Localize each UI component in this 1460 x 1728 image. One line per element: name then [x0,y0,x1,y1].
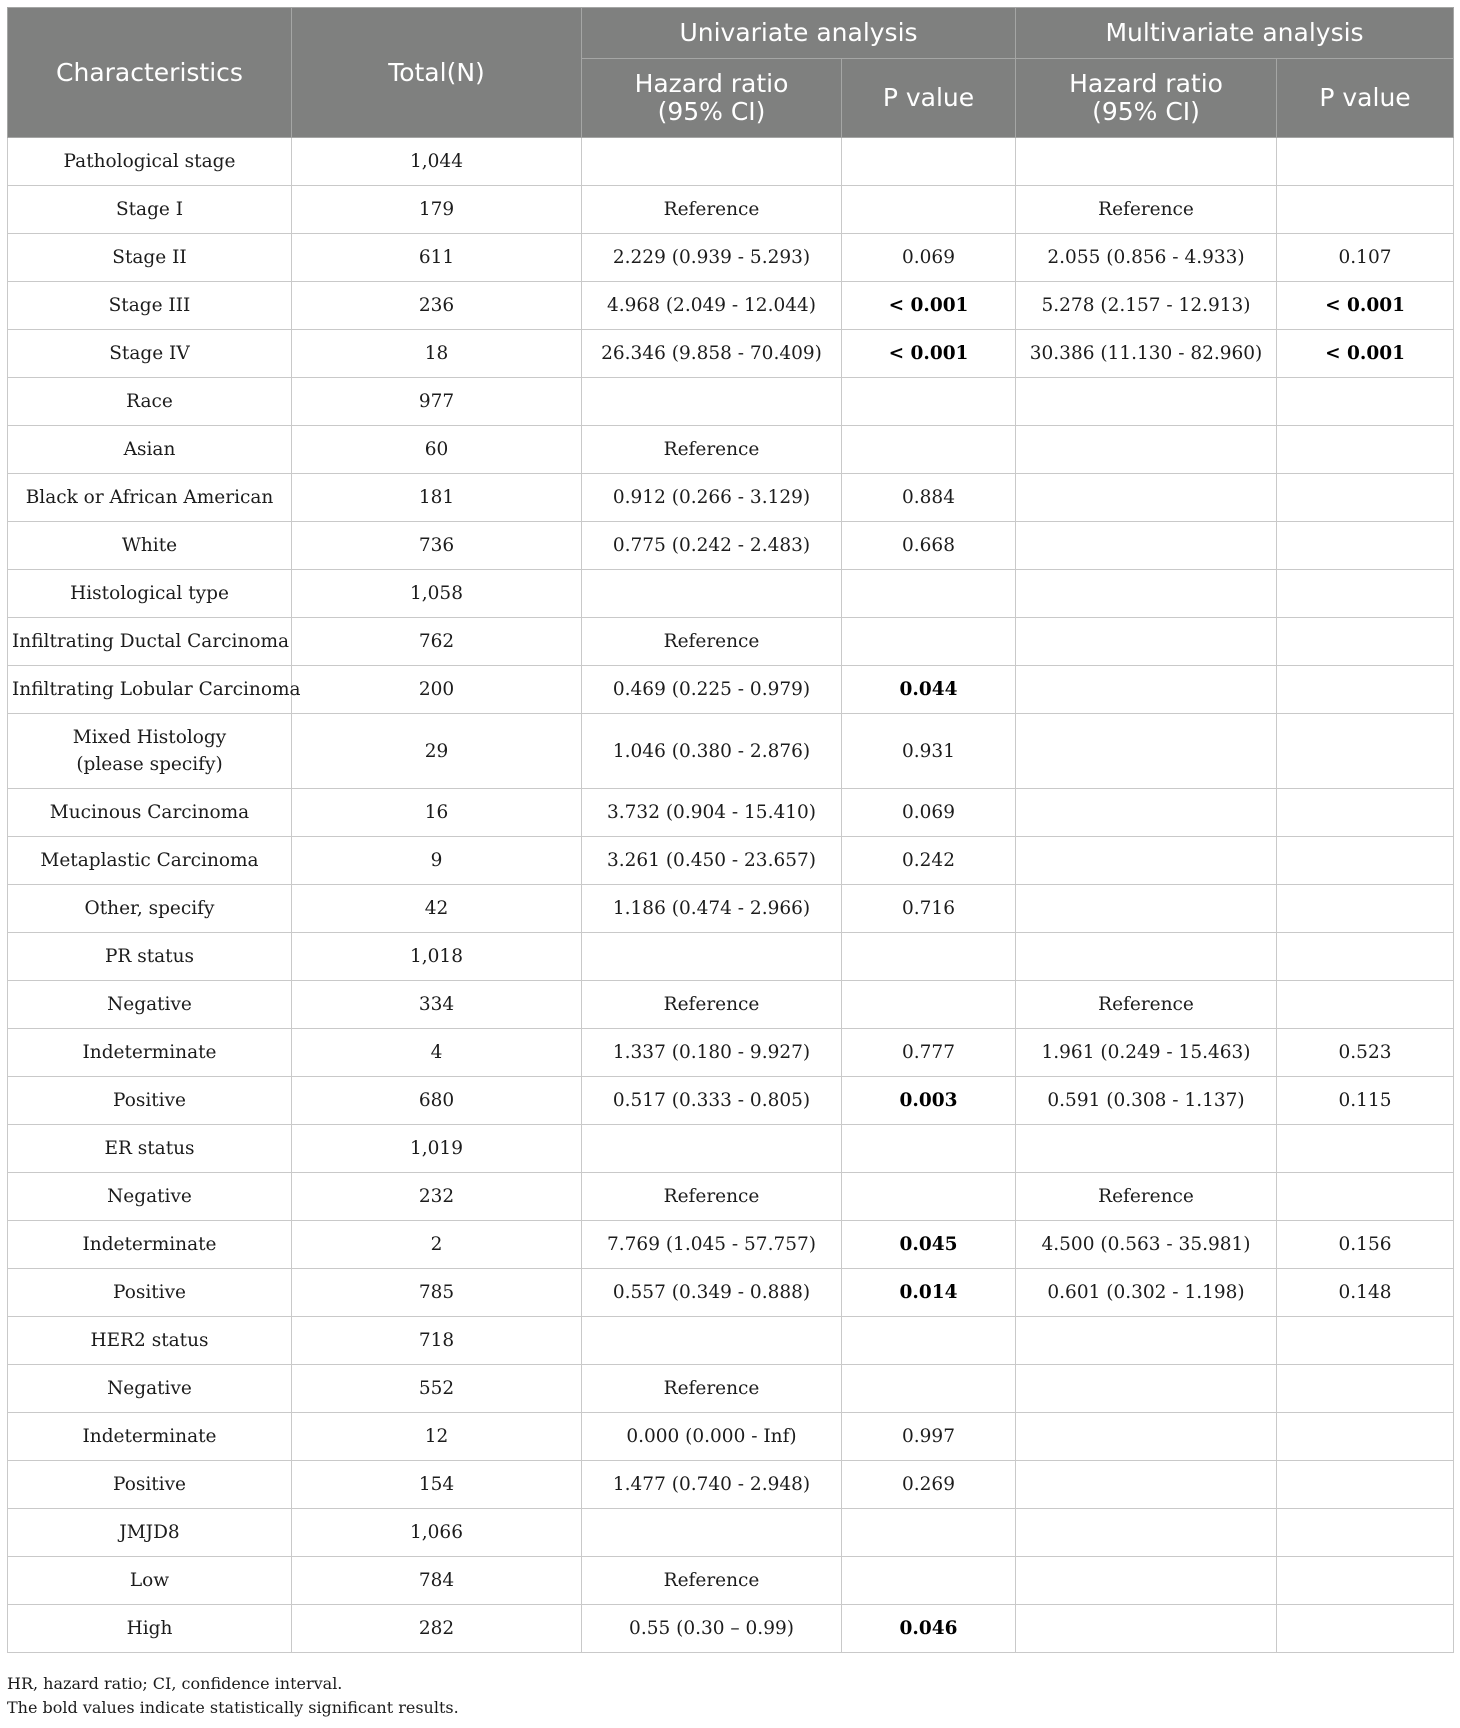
cell-univariate-p [842,618,1016,666]
cell-characteristic: Indeterminate [8,1029,292,1077]
cell-multivariate-p [1277,981,1454,1029]
cell-univariate-hr [582,1125,842,1173]
cell-univariate-p: 0.069 [842,789,1016,837]
cell-multivariate-hr [1016,1461,1277,1509]
cell-multivariate-p: 0.523 [1277,1029,1454,1077]
cell-total: 179 [292,186,582,234]
table-row [8,1269,1454,1317]
cell-multivariate-p: 0.115 [1277,1077,1454,1125]
cell-univariate-p [842,981,1016,1029]
cell-univariate-hr: 0.55 (0.30 – 0.99) [582,1605,842,1653]
cell-univariate-p [842,186,1016,234]
cell-multivariate-hr [1016,933,1277,981]
cell-multivariate-hr [1016,570,1277,618]
cell-multivariate-p [1277,714,1454,789]
cell-multivariate-p [1277,1605,1454,1653]
cell-multivariate-p: 0.107 [1277,234,1454,282]
table-row [8,933,1454,981]
cell-univariate-hr: 1.337 (0.180 - 9.927) [582,1029,842,1077]
cell-multivariate-p [1277,1125,1454,1173]
cell-univariate-hr: 7.769 (1.045 - 57.757) [582,1221,842,1269]
header-multivariate-hr [1016,59,1277,138]
cell-multivariate-hr [1016,666,1277,714]
cell-univariate-hr: Reference [582,981,842,1029]
header-univariate: Univariate analysis [582,8,1016,59]
table-row [8,1077,1454,1125]
cell-total: 282 [292,1605,582,1653]
cell-univariate-hr [582,378,842,426]
cell-univariate-hr [582,933,842,981]
cell-characteristic: PR status [8,933,292,981]
cell-total: 1,018 [292,933,582,981]
cell-univariate-hr: Reference [582,426,842,474]
cell-univariate-hr: 2.229 (0.939 - 5.293) [582,234,842,282]
cell-multivariate-hr: Reference [1016,1173,1277,1221]
header-hr-line1: Hazard ratio [1069,69,1223,98]
cell-univariate-p [842,1173,1016,1221]
table-row [8,1461,1454,1509]
table-row [8,186,1454,234]
cell-univariate-hr [582,570,842,618]
cell-multivariate-p: 0.148 [1277,1269,1454,1317]
cell-total: 29 [292,714,582,789]
cell-total: 42 [292,885,582,933]
cell-total: 334 [292,981,582,1029]
cell-total: 232 [292,1173,582,1221]
cell-total: 154 [292,1461,582,1509]
cell-total: 1,019 [292,1125,582,1173]
cell-multivariate-hr [1016,378,1277,426]
cell-univariate-p: 0.003 [842,1077,1016,1125]
cell-multivariate-hr [1016,1125,1277,1173]
cell-univariate-p: 0.716 [842,885,1016,933]
cell-multivariate-p [1277,570,1454,618]
cell-characteristic: Positive [8,1461,292,1509]
table-row [8,1557,1454,1605]
cell-univariate-hr: 4.968 (2.049 - 12.044) [582,282,842,330]
cell-univariate-hr: Reference [582,1557,842,1605]
table-row [8,714,1454,789]
cell-univariate-hr [582,138,842,186]
cell-total: 611 [292,234,582,282]
cell-characteristic: Indeterminate [8,1413,292,1461]
cell-univariate-hr: 26.346 (9.858 - 70.409) [582,330,842,378]
table-row [8,282,1454,330]
cell-multivariate-hr: 0.601 (0.302 - 1.198) [1016,1269,1277,1317]
table-row [8,1221,1454,1269]
cell-univariate-p [842,570,1016,618]
cell-univariate-p: 0.668 [842,522,1016,570]
cell-multivariate-p [1277,1173,1454,1221]
cell-multivariate-hr [1016,474,1277,522]
cell-multivariate-hr [1016,138,1277,186]
cell-multivariate-p [1277,1365,1454,1413]
cell-univariate-p [842,1557,1016,1605]
cell-characteristic: HER2 status [8,1317,292,1365]
cell-multivariate-hr [1016,1317,1277,1365]
cell-univariate-hr: 3.732 (0.904 - 15.410) [582,789,842,837]
table-row [8,837,1454,885]
table-row [8,234,1454,282]
cell-total: 1,066 [292,1509,582,1557]
cell-total: 784 [292,1557,582,1605]
cell-multivariate-hr [1016,1509,1277,1557]
cell-characteristic: Stage II [8,234,292,282]
cell-multivariate-p [1277,1413,1454,1461]
cell-univariate-hr: 1.186 (0.474 - 2.966) [582,885,842,933]
cell-total: 9 [292,837,582,885]
table-row [8,1509,1454,1557]
cell-total: 552 [292,1365,582,1413]
footnote-bold-note: The bold values indicate statistically significant results. [7,1698,459,1717]
cell-univariate-hr: 1.477 (0.740 - 2.948) [582,1461,842,1509]
cell-characteristic: Infiltrating Lobular Carcinoma [8,666,292,714]
table-body [8,138,1454,1653]
cell-total: 16 [292,789,582,837]
header-total: Total(N) [292,8,582,138]
cell-total: 200 [292,666,582,714]
cell-characteristic [8,714,292,789]
cell-multivariate-hr [1016,714,1277,789]
cell-multivariate-p [1277,933,1454,981]
cell-univariate-hr: 0.469 (0.225 - 0.979) [582,666,842,714]
cell-univariate-p: 0.044 [842,666,1016,714]
table-row [8,1173,1454,1221]
cell-multivariate-hr [1016,789,1277,837]
cell-multivariate-hr: 4.500 (0.563 - 35.981) [1016,1221,1277,1269]
cell-multivariate-p [1277,666,1454,714]
cell-univariate-hr: 0.557 (0.349 - 0.888) [582,1269,842,1317]
cell-univariate-p: 0.997 [842,1413,1016,1461]
cell-total: 12 [292,1413,582,1461]
cell-multivariate-p [1277,1461,1454,1509]
cell-multivariate-hr [1016,885,1277,933]
cell-multivariate-hr: 30.386 (11.130 - 82.960) [1016,330,1277,378]
cell-multivariate-p [1277,138,1454,186]
cell-characteristic: Positive [8,1269,292,1317]
footnote-abbreviations: HR, hazard ratio; CI, confidence interval. [7,1674,343,1693]
cell-multivariate-hr [1016,1413,1277,1461]
cell-univariate-p [842,1509,1016,1557]
header-univariate-hr [582,59,842,138]
header-hr-line1: Hazard ratio [634,69,789,98]
cell-multivariate-hr: Reference [1016,981,1277,1029]
cell-univariate-p: 0.045 [842,1221,1016,1269]
cell-univariate-p: 0.884 [842,474,1016,522]
cell-univariate-hr [582,1509,842,1557]
cell-characteristic: Pathological stage [8,138,292,186]
cell-univariate-hr: 0.000 (0.000 - Inf) [582,1413,842,1461]
cell-characteristic: White [8,522,292,570]
cell-multivariate-hr [1016,1605,1277,1653]
cell-univariate-hr: 0.912 (0.266 - 3.129) [582,474,842,522]
header-hr-line2: (95% CI) [1092,97,1200,126]
cell-multivariate-hr [1016,1365,1277,1413]
cell-multivariate-hr: 0.591 (0.308 - 1.137) [1016,1077,1277,1125]
table-row [8,330,1454,378]
cell-univariate-p [842,378,1016,426]
cell-univariate-hr: 0.775 (0.242 - 2.483) [582,522,842,570]
cell-univariate-p: 0.014 [842,1269,1016,1317]
table-row [8,1317,1454,1365]
cell-univariate-p [842,1365,1016,1413]
table-row [8,138,1454,186]
cell-multivariate-p [1277,885,1454,933]
cell-characteristic: Positive [8,1077,292,1125]
table-row [8,1605,1454,1653]
header-hr-line2: (95% CI) [657,97,766,126]
cell-characteristic: Stage I [8,186,292,234]
cell-total: 785 [292,1269,582,1317]
cell-multivariate-p [1277,789,1454,837]
cell-multivariate-p: < 0.001 [1277,330,1454,378]
cell-characteristic-line2: (please specify) [76,754,223,775]
cell-univariate-p: 0.777 [842,1029,1016,1077]
cell-characteristic: Infiltrating Ductal Carcinoma [8,618,292,666]
cell-total: 2 [292,1221,582,1269]
cell-characteristic: Negative [8,1173,292,1221]
cell-univariate-p: 0.242 [842,837,1016,885]
cell-multivariate-hr: 1.961 (0.249 - 15.463) [1016,1029,1277,1077]
cell-multivariate-hr: 2.055 (0.856 - 4.933) [1016,234,1277,282]
table-row [8,1413,1454,1461]
cell-total: 977 [292,378,582,426]
cell-multivariate-hr: 5.278 (2.157 - 12.913) [1016,282,1277,330]
table-row [8,522,1454,570]
cell-univariate-p: 0.069 [842,234,1016,282]
cell-total: 762 [292,618,582,666]
table-header [8,8,1454,138]
cell-univariate-p [842,426,1016,474]
cell-characteristic: Black or African American [8,474,292,522]
cell-multivariate-p: < 0.001 [1277,282,1454,330]
cell-univariate-p: 0.046 [842,1605,1016,1653]
cell-multivariate-hr [1016,1557,1277,1605]
table-row [8,618,1454,666]
cell-characteristic: Mucinous Carcinoma [8,789,292,837]
cell-multivariate-p [1277,618,1454,666]
cell-univariate-p: 0.931 [842,714,1016,789]
table-row [8,474,1454,522]
cell-total: 680 [292,1077,582,1125]
cell-characteristic: Histological type [8,570,292,618]
cell-univariate-p [842,1317,1016,1365]
table-row [8,1365,1454,1413]
cell-total: 718 [292,1317,582,1365]
cell-characteristic: Asian [8,426,292,474]
cell-characteristic: High [8,1605,292,1653]
cell-multivariate-p [1277,837,1454,885]
table-row [8,1029,1454,1077]
header-univariate-p: P value [842,59,1016,138]
cell-total: 1,044 [292,138,582,186]
cell-characteristic: Indeterminate [8,1221,292,1269]
cell-characteristic: Metaplastic Carcinoma [8,837,292,885]
table-row [8,789,1454,837]
cell-multivariate-p [1277,1509,1454,1557]
cell-multivariate-p [1277,1557,1454,1605]
cell-total: 18 [292,330,582,378]
cell-multivariate-p [1277,1317,1454,1365]
cell-total: 1,058 [292,570,582,618]
cell-univariate-hr: 1.046 (0.380 - 2.876) [582,714,842,789]
cell-characteristic: ER status [8,1125,292,1173]
cell-characteristic-line1: Mixed Histology [72,727,227,748]
cell-multivariate-hr: Reference [1016,186,1277,234]
cell-multivariate-p [1277,378,1454,426]
cell-multivariate-hr [1016,837,1277,885]
table-row [8,570,1454,618]
cell-univariate-p [842,1125,1016,1173]
table-row [8,426,1454,474]
cell-univariate-hr: Reference [582,1173,842,1221]
cell-characteristic: JMJD8 [8,1509,292,1557]
cell-univariate-hr: Reference [582,186,842,234]
header-characteristics: Characteristics [8,8,292,138]
cell-total: 4 [292,1029,582,1077]
results-table-container [7,7,1453,1653]
cell-univariate-hr: 0.517 (0.333 - 0.805) [582,1077,842,1125]
cell-univariate-p: < 0.001 [842,282,1016,330]
table-row [8,666,1454,714]
cell-multivariate-p [1277,426,1454,474]
cell-univariate-hr: Reference [582,618,842,666]
cell-univariate-hr: Reference [582,1365,842,1413]
cell-univariate-p [842,138,1016,186]
cell-characteristic: Race [8,378,292,426]
table-row [8,378,1454,426]
table-footnotes [7,1672,459,1720]
cell-total: 736 [292,522,582,570]
cell-characteristic: Low [8,1557,292,1605]
cell-multivariate-p [1277,186,1454,234]
cell-univariate-p [842,933,1016,981]
cell-univariate-hr [582,1317,842,1365]
cell-total: 181 [292,474,582,522]
cell-univariate-p: 0.269 [842,1461,1016,1509]
cell-multivariate-hr [1016,522,1277,570]
cell-multivariate-p: 0.156 [1277,1221,1454,1269]
cell-multivariate-hr [1016,426,1277,474]
header-multivariate-p: P value [1277,59,1454,138]
table-row [8,1125,1454,1173]
cell-total: 60 [292,426,582,474]
cell-univariate-hr: 3.261 (0.450 - 23.657) [582,837,842,885]
cell-characteristic: Other, specify [8,885,292,933]
cox-regression-table [7,7,1454,1653]
header-multivariate: Multivariate analysis [1016,8,1454,59]
cell-multivariate-p [1277,474,1454,522]
table-row [8,981,1454,1029]
cell-characteristic: Negative [8,981,292,1029]
cell-multivariate-hr [1016,618,1277,666]
cell-univariate-p: < 0.001 [842,330,1016,378]
cell-characteristic: Negative [8,1365,292,1413]
cell-characteristic: Stage III [8,282,292,330]
cell-total: 236 [292,282,582,330]
table-row [8,885,1454,933]
cell-characteristic: Stage IV [8,330,292,378]
cell-multivariate-p [1277,522,1454,570]
